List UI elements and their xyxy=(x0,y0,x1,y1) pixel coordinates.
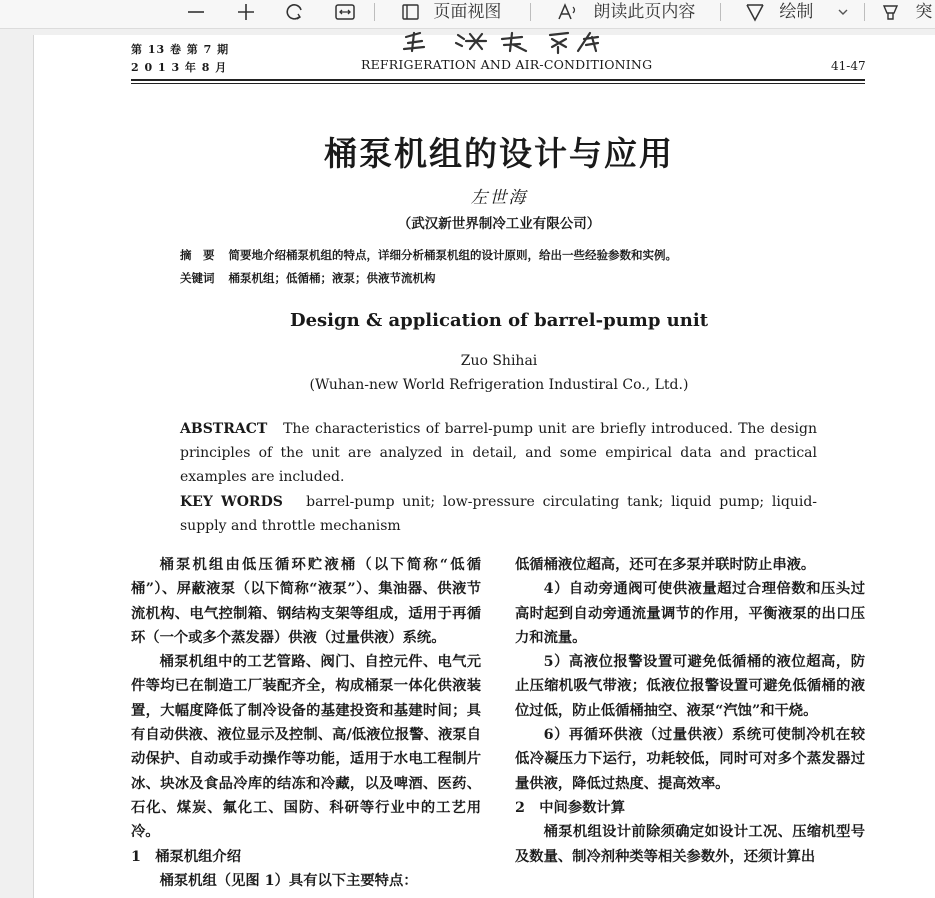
read-aloud-label: 朗读此页内容 xyxy=(593,2,696,22)
author-cn: 左世海 xyxy=(470,188,528,208)
keywords-cn xyxy=(180,270,436,286)
fit-width-icon xyxy=(334,0,356,24)
plus-icon xyxy=(236,0,256,24)
draw-label: 绘制 xyxy=(779,2,814,22)
header-rule-thick xyxy=(131,79,865,81)
keywords-en-text: barrel-pump unit; low-pressure circulating tank; liquid pump; liquid-supply and throttle mechanism xyxy=(180,494,818,534)
body-paragraph: 桶泵机组由低压循环贮液桶（以下简称“低循桶”）、屏蔽液泵（以下简称“液泵”）、集油器、供液节流机构、电气控制箱、钢结构支架等组成，适用于再循环（一个或多个蒸发器）供液（过量供液）系统。 xyxy=(131,557,481,646)
body-paragraph: 桶泵机组设计前除须确定如设计工况、压缩机型号及数量、制冷剂种类等相关参数外，还须计算出 xyxy=(515,824,865,865)
keywords-cn-label: 关键词 xyxy=(180,271,215,285)
keywords-cn-text: 桶泵机组；低循桶；液泵；供液节流机构 xyxy=(228,271,436,285)
abstract-cn-label: 摘 要 xyxy=(180,248,215,262)
rotate-button[interactable] xyxy=(284,0,306,24)
body-paragraph: 4）自动旁通阀可使供液量超过合理倍数和压头过高时起到自动旁通流量调节的作用，平衡液泵的出口压力和流量。 xyxy=(515,581,865,646)
paper-title-en: Design & application of barrel-pump unit xyxy=(289,310,709,331)
draw-dropdown[interactable] xyxy=(836,0,850,24)
fit-width-button[interactable] xyxy=(334,0,356,24)
draw-button[interactable] xyxy=(744,0,813,24)
page-view-label: 页面视图 xyxy=(433,2,502,22)
abstract-en-label: ABSTRACT xyxy=(180,421,268,437)
abstract-cn xyxy=(180,247,677,263)
toolbar-divider xyxy=(374,3,375,21)
section-heading-1: 1 桶泵机组介绍 xyxy=(131,848,242,865)
affiliation-cn: （武汉新世界制冷工业有限公司） xyxy=(397,216,601,232)
page-view-icon xyxy=(400,1,422,23)
rotate-icon xyxy=(284,0,306,24)
page-view-button[interactable] xyxy=(400,0,501,24)
zoom-in-button[interactable] xyxy=(236,0,256,24)
read-aloud-button[interactable] xyxy=(556,0,695,24)
author-en: Zuo Shihai xyxy=(460,353,538,369)
journal-logo xyxy=(400,29,600,55)
abstract-cn-text: 简要地介绍桶泵机组的特点，详细分析桶泵机组的设计原则，给出一些经验参数和实例。 xyxy=(228,248,678,262)
keywords-en xyxy=(180,490,817,538)
journal-name-en: REFRIGERATION AND AIR-CONDITIONING xyxy=(361,57,653,72)
body-paragraph: 桶泵机组中的工艺管路、阀门、自控元件、电气元件等均已在制造工厂装配齐全，构成桶泵一体化供液装置，大幅度降低了制冷设备的基建投资和基建时间；具有自动供液、液位显示及控制、高/低液位报警、液泵自动保护、自动或手动操作等功能，适用于水电工程制片冰、块冰及食品冷库的结冻和冷藏，以及啤酒、医药、石化、煤炭、氟化工、国防、科研等行业中的工艺用冷。 xyxy=(131,654,481,841)
toolbar-divider xyxy=(530,3,531,21)
keywords-en-label: KEY WORDS xyxy=(180,494,283,510)
draw-icon xyxy=(744,1,766,23)
affiliation-en: (Wuhan-new World Refrigeration Industiral Co., Ltd.) xyxy=(309,377,689,393)
document-page xyxy=(33,35,935,898)
body-right-column xyxy=(515,553,865,869)
body-paragraph: 6）再循环供液（过量供液）系统可使制冷机在较低冷凝压力下运行，功耗较低，同时可对多个蒸发器过量供液，降低过热度、提高效率。 xyxy=(515,727,865,792)
abstract-en xyxy=(180,417,817,489)
chevron-down-icon xyxy=(836,0,850,24)
viewer-toolbar xyxy=(0,0,935,29)
minus-icon xyxy=(186,0,206,24)
page-range: 41-47 xyxy=(831,59,866,73)
toolbar-divider xyxy=(864,3,865,21)
publication-date: 2 0 1 3 年 8 月 xyxy=(131,61,228,74)
section-heading-2: 2 中间参数计算 xyxy=(515,799,626,816)
more-label: 突 xyxy=(915,2,933,22)
volume-issue: 第 13 卷 第 7 期 xyxy=(131,43,230,56)
body-left-column xyxy=(131,553,481,893)
body-paragraph: 低循桶液位超高，还可在多泵并联时防止串液。 xyxy=(515,557,816,573)
highlight-icon xyxy=(880,1,902,23)
read-aloud-icon xyxy=(556,1,580,23)
toolbar-divider xyxy=(720,3,721,21)
highlight-button[interactable] xyxy=(880,0,932,24)
header-rule-thin xyxy=(131,83,865,84)
paper-title-cn: 桶泵机组的设计与应用 xyxy=(324,134,674,173)
zoom-out-button[interactable] xyxy=(186,0,206,24)
abstract-en-text: The characteristics of barrel-pump unit are briefly introduced. The design principles of the unit are analyzed in detail, and some empirical data and practical examples are included. xyxy=(180,421,817,485)
body-paragraph: 桶泵机组（见图 1）具有以下主要特点： xyxy=(159,872,418,889)
body-paragraph: 5）高液位报警设置可避免低循桶的液位超高，防止压缩机吸气带液；低液位报警设置可避免低循桶的液位过低，防止低循桶抽空、液泵“汽蚀”和干烧。 xyxy=(515,654,865,719)
